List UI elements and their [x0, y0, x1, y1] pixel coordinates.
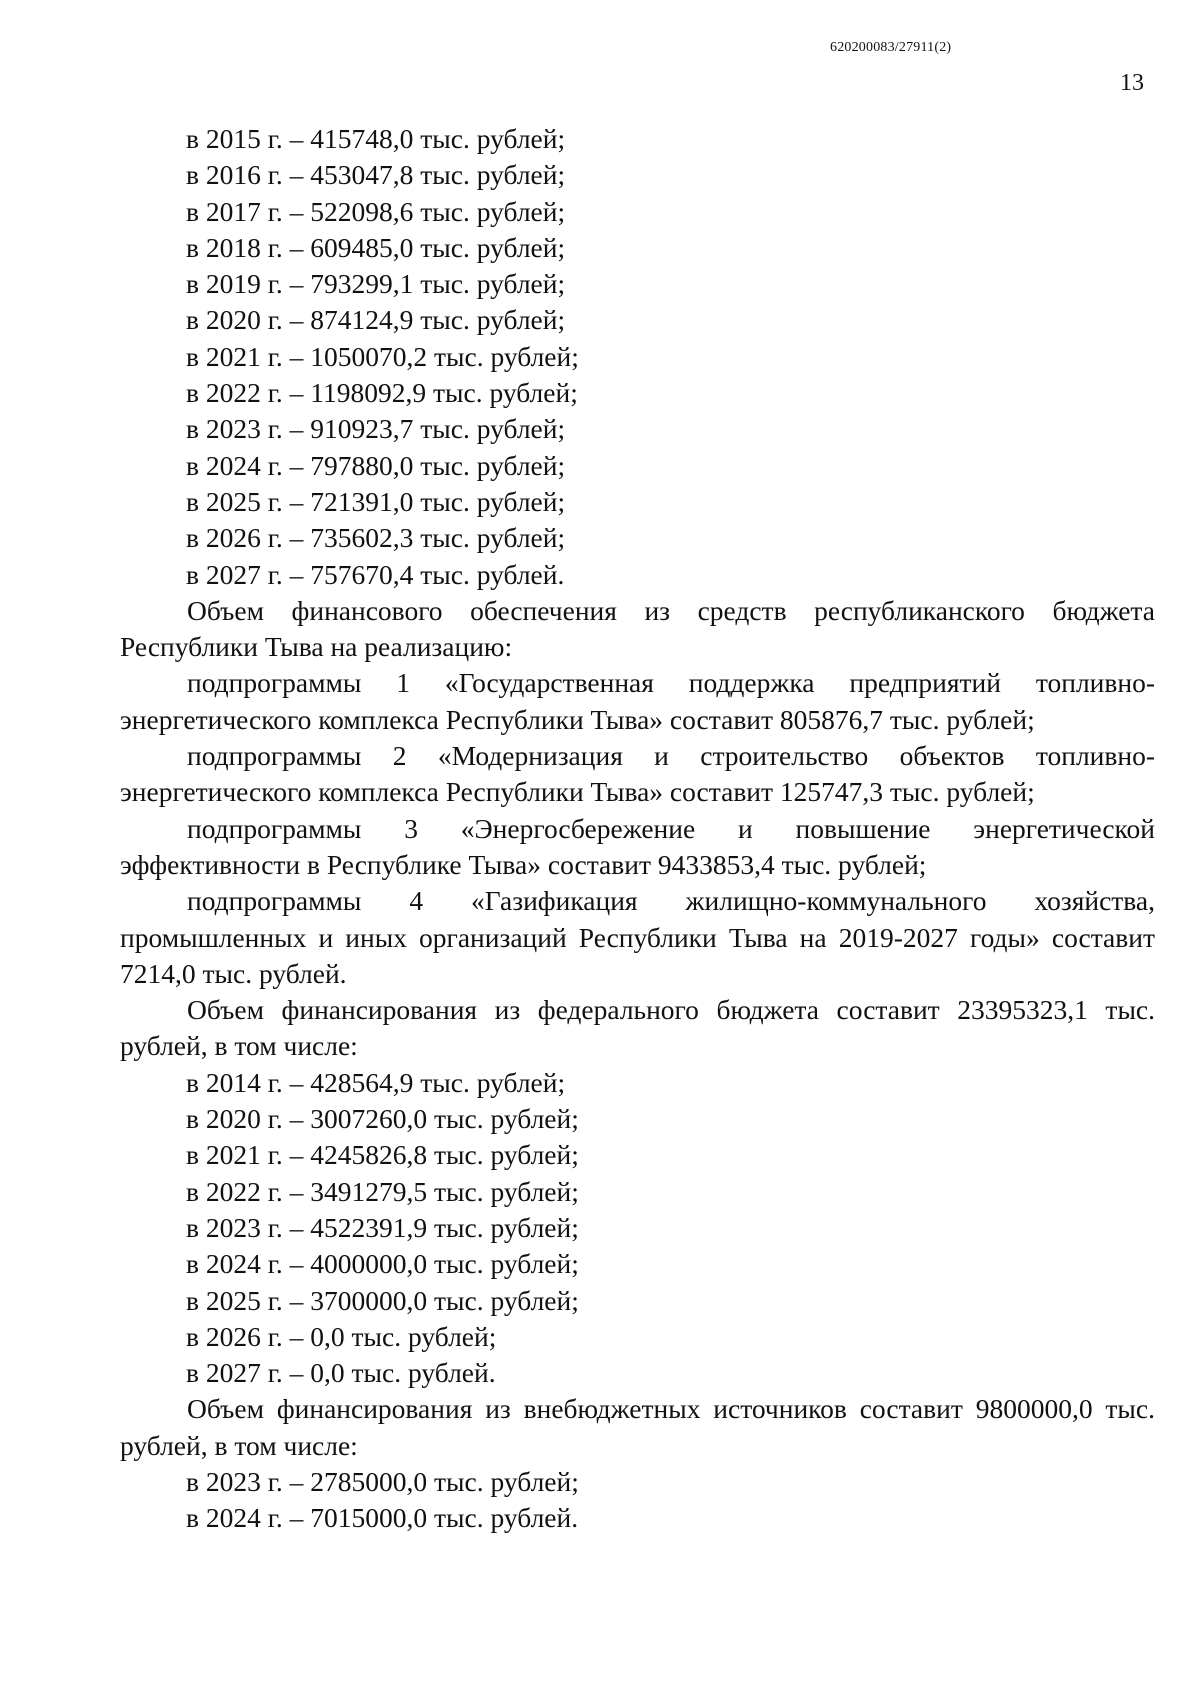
list-item: в 2018 г. – 609485,0 тыс. рублей; [186, 231, 566, 263]
republic-budget-paragraph: Объем финансового обеспечения из средств республиканского бюджета Республики Тыва на реализацию: [120, 594, 1155, 663]
list-item: в 2017 г. – 522098,6 тыс. рублей; [186, 195, 566, 227]
document-body [120, 121, 1155, 1537]
offbudget-paragraph: Объем финансирования из внебюджетных источников составит 9800000,0 тыс. рублей, в том числе: [120, 1393, 1155, 1461]
document-number: 620200083/27911(2) [830, 40, 952, 55]
list-item: в 2023 г. – 4522391,9 тыс. рублей; [186, 1211, 579, 1243]
list-item: в 2022 г. – 1198092,9 тыс. рублей; [186, 377, 578, 409]
federal-funding-list [120, 1065, 1155, 1392]
list-item: в 2027 г. – 757670,4 тыс. рублей. [186, 558, 565, 590]
list-item: в 2021 г. – 1050070,2 тыс. рублей; [186, 340, 579, 372]
list-item: в 2026 г. – 735602,3 тыс. рублей; [186, 522, 566, 554]
list-item: в 2021 г. – 4245826,8 тыс. рублей; [186, 1139, 579, 1171]
page-number: 13 [1120, 70, 1144, 96]
list-item: в 2020 г. – 3007260,0 тыс. рублей; [186, 1103, 579, 1135]
list-item: в 2023 г. – 2785000,0 тыс. рублей; [186, 1465, 579, 1497]
list-item: в 2024 г. – 4000000,0 тыс. рублей; [186, 1248, 579, 1280]
list-item: в 2016 г. – 453047,8 тыс. рублей; [186, 159, 566, 191]
list-item: в 2023 г. – 910923,7 тыс. рублей; [186, 413, 566, 445]
federal-budget-paragraph: Объем финансирования из федерального бюджета составит 23395323,1 тыс. рублей, в том числе: [120, 994, 1155, 1062]
list-item: в 2026 г. – 0,0 тыс. рублей; [186, 1320, 497, 1352]
list-item: в 2019 г. – 793299,1 тыс. рублей; [186, 268, 566, 300]
subprogram-4-paragraph: подпрограммы 4 «Газификация жилищно-коммунального хозяйства, промышленных и иных организаций Республики Тыва на 2019-2027 годы» составит 7214,0 тыс. рублей. [120, 885, 1155, 989]
list-item: в 2027 г. – 0,0 тыс. рублей. [186, 1357, 496, 1389]
subprogram-2-paragraph: подпрограммы 2 «Модернизация и строительство объектов топливно-энергетического комплекса Республики Тыва» составит 125747,3 тыс. рублей; [120, 740, 1155, 808]
offbudget-funding-list [120, 1464, 1155, 1537]
list-item: в 2025 г. – 721391,0 тыс. рублей; [186, 485, 566, 517]
list-item: в 2022 г. – 3491279,5 тыс. рублей; [186, 1175, 579, 1207]
list-item: в 2020 г. – 874124,9 тыс. рублей; [186, 304, 566, 336]
funding-by-year-list [120, 121, 1155, 593]
subprogram-1-paragraph: подпрограммы 1 «Государственная поддержка предприятий топливно-энергетического комплекса Республики Тыва» составит 805876,7 тыс. рублей; [120, 667, 1155, 735]
list-item: в 2014 г. – 428564,9 тыс. рублей; [186, 1066, 566, 1098]
list-item: в 2024 г. – 797880,0 тыс. рублей; [186, 449, 566, 481]
subprogram-3-paragraph: подпрограммы 3 «Энергосбережение и повышение энергетической эффективности в Республике Тыва» составит 9433853,4 тыс. рублей; [120, 812, 1155, 880]
list-item: в 2025 г. – 3700000,0 тыс. рублей; [186, 1284, 579, 1316]
list-item: в 2024 г. – 7015000,0 тыс. рублей. [186, 1502, 579, 1534]
list-item: в 2015 г. – 415748,0 тыс. рублей; [186, 123, 566, 154]
